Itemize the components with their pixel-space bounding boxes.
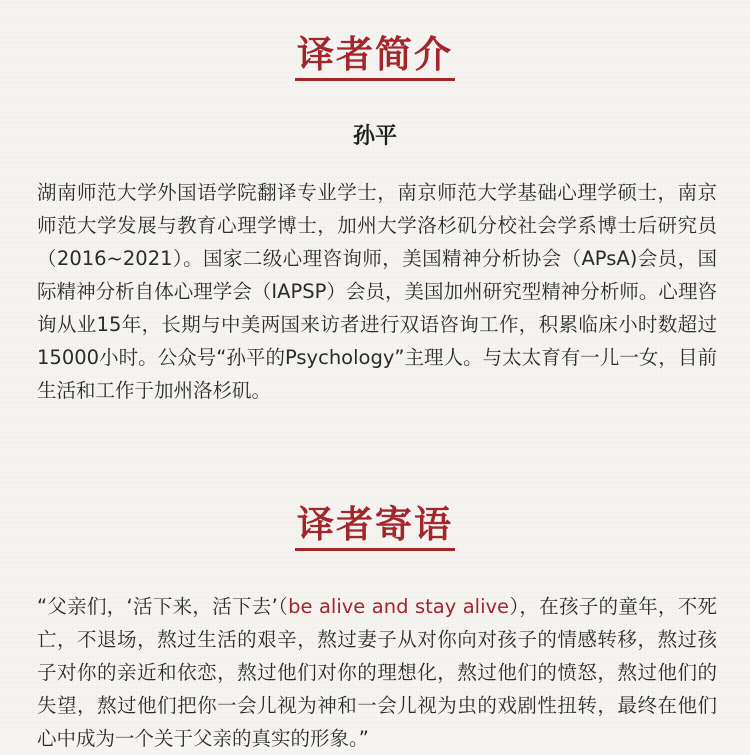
message-quote-part2: ），在孩子的童年，不死亡，不退场，熬过生活的艰辛，熬过妻子从对你向对孩子的情感转移，熬过孩子对你的亲近和依恋，熬过他们对你的理想化，熬过他们的愤怒，熬过他们的失望，熬过他们把你一会儿视为神和一会儿视为虫的戏剧性扭转，最终在他们心中成为一个关于父亲的真实的形象。”	[37, 595, 717, 750]
translator-message	[37, 590, 717, 755]
translator-intro-heading	[0, 33, 750, 81]
translator-message-heading	[0, 503, 750, 551]
message-quote-part1: “父亲们，‘活下来，活下去’（	[37, 595, 289, 618]
translator-bio: 湖南师范大学外国语学院翻译专业学士，南京师范大学基础心理学硕士，南京师范大学发展与教育心理学博士，加州大学洛杉矶分校社会学系博士后研究员（2016~2021）。国家二级心理咨询师，美国精神分析协会（APsA)会员，国际精神分析自体心理学会（IAPSP）会员，美国加州研究型精神分析师。心理咨询从业15年，长期与中美两国来访者进行双语咨询工作，积累临床小时数超过15000小时。公众号“孙平的Psychology”主理人。与太太育有一儿一女，目前生活和工作于加州洛杉矶。	[37, 181, 717, 402]
translator-message-title: 译者寄语	[295, 503, 455, 551]
translator-intro-title: 译者简介	[295, 33, 455, 81]
translator-name: 孙平	[352, 124, 397, 149]
message-english-phrase: be alive and stay alive	[288, 595, 510, 618]
